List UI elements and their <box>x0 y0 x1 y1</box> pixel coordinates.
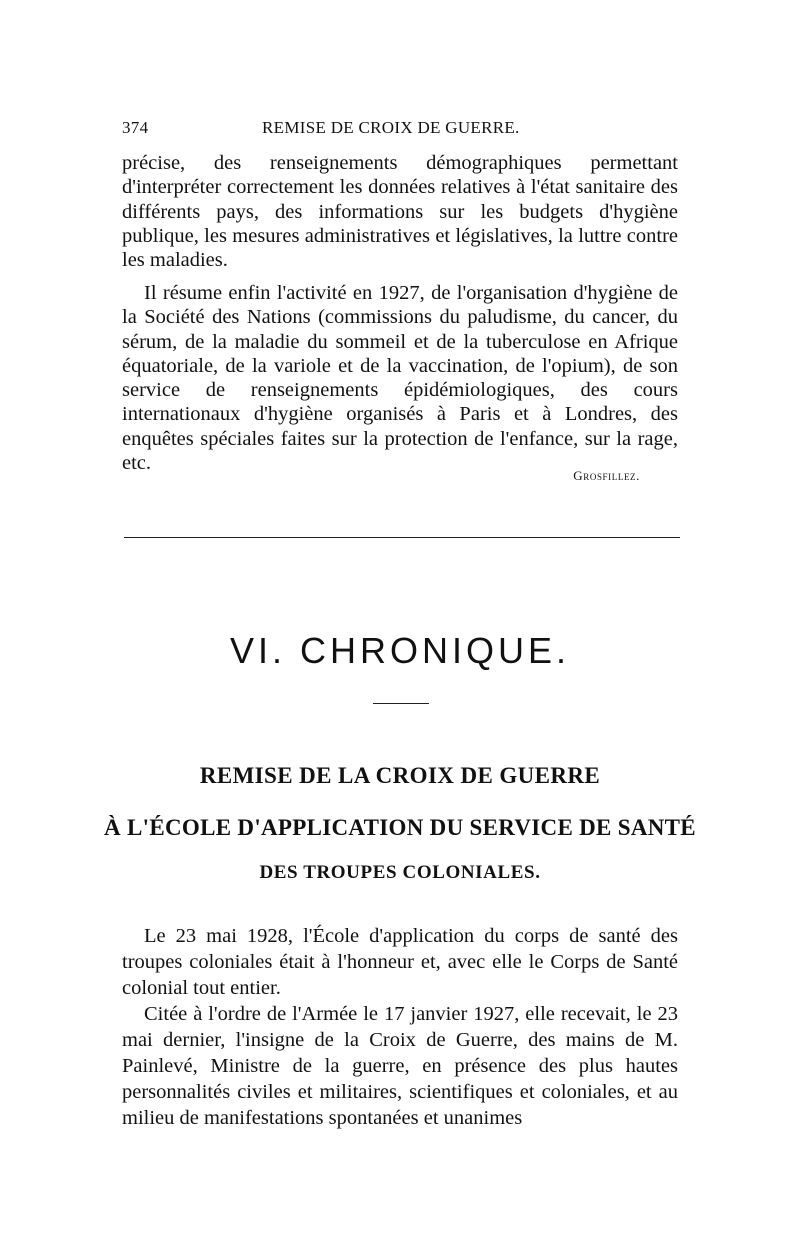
article-headline-1: REMISE DE LA CROIX DE GUERRE <box>199 763 601 788</box>
page-header <box>122 118 680 142</box>
article-headline-3: DES TROUPES COLONIALES. <box>259 862 541 883</box>
page-number: 374 <box>122 118 149 137</box>
previous-article-paragraph-1: précise, des renseignements démographiques permettant d'interpréter correctement les données relatives à l'état sanitaire des différents pays, des informations sur les budgets d'hygiène publique, les mesures administratives et législatives, la luttre contre les maladies. <box>122 152 678 272</box>
title-ornament-rule <box>373 703 429 704</box>
previous-article-paragraph-2: Il résume enfin l'activité en 1927, de l'organisation d'hygiène de la Société des Nations (commissions du paludisme, du cancer, du sérum, de la maladie du sommeil et de la tuberculose en Afrique équatoriale, de la variole et de la vaccination, de l'opium), de son service de renseignements épidémiologiques, des cours internationaux d'hygiène organisés à Paris et à Londres, des enquêtes spéciales faites sur la protection de l'enfance, sur la rage, etc. <box>122 282 678 475</box>
article-paragraph-2: Citée à l'ordre de l'Armée le 17 janvier 1927, elle recevait, le 23 mai dernier, l'insigne de la Croix de Guerre, des mains de M. Painlevé, Ministre de la guerre, en présence des plus hautes personnalités civiles et militaires, scientifiques et coloniales, et au milieu de manifestations spontanées et unanimes <box>122 1003 678 1129</box>
running-title: REMISE DE CROIX DE GUERRE. <box>262 118 520 137</box>
author-signature: Grosfillez. <box>573 468 640 483</box>
section-title: VI. CHRONIQUE. <box>229 630 571 671</box>
article-headline-2: À L'ÉCOLE D'APPLICATION DU SERVICE DE SANTÉ <box>104 815 696 840</box>
section-divider <box>124 537 680 538</box>
article-paragraph-1: Le 23 mai 1928, l'École d'application du corps de santé des troupes coloniales était à l'honneur et, avec elle le Corps de Santé colonial tout entier. <box>122 925 678 999</box>
